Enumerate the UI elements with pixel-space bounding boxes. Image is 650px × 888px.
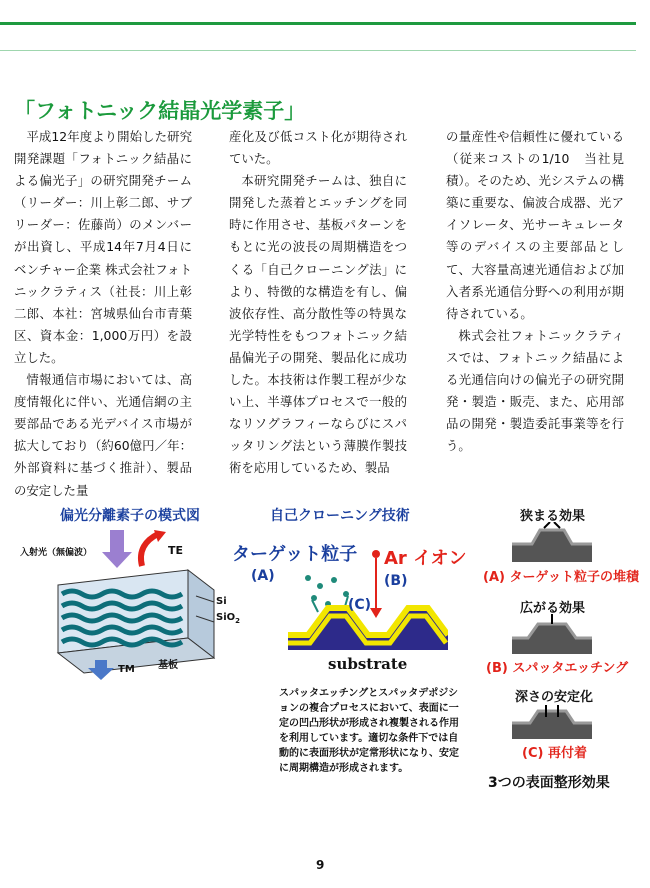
paragraph: 情報通信市場においては、高度情報化に伴い、光通信網の主要部品である光デバイス市場が拡大しており（約60億円／年：外部資料に基づく推計）、製品の安定した量 (14, 372, 192, 498)
header-rule (0, 22, 636, 25)
surface-effects-summary: 3つの表面整形効果 (488, 775, 610, 791)
sio2-label: SiO$_2$ (216, 612, 241, 625)
te-label: TE (168, 544, 184, 557)
figure2-title: 自己クローニング技術 (270, 508, 410, 524)
effect1-label: 狭まる効果 (520, 509, 586, 524)
si-label: Si (216, 596, 227, 607)
text-column-3 (446, 126, 624, 457)
effect3-caption: (C) 再付着 (522, 746, 587, 761)
page-number: 9 (316, 858, 325, 872)
depth-stabilization-icon (512, 703, 592, 739)
text-column-1 (14, 126, 192, 502)
header-thin-rule (0, 50, 636, 51)
figure1-title: 偏光分離素子の模式図 (60, 508, 200, 524)
section-title: 「フォトニック結晶光学素子」 (14, 99, 306, 123)
incident-light-label: 入射光（無偏波） (20, 548, 93, 558)
tm-label: TM (118, 664, 135, 675)
label-b: (B) (384, 573, 408, 589)
effect3-label: 深さの安定化 (515, 690, 594, 705)
paragraph: 株式会社フォトニックラティスでは、フォトニック結晶による光通信向けの偏光子の研究開発・製造・販売、また、応用部品の開発・製造委託事業等を行う。 (446, 327, 624, 454)
effect2-caption: (B) スパッタエッチング (486, 661, 629, 676)
effect2-label: 広がる効果 (520, 601, 586, 616)
paragraph: の量産性や信頼性に優れている（従来コストの1/10 当社見積）。そのため、光システムの構築に重要な、偏波合成器、光アイソレータ、光サーキュレータ等のデバイスの主要部品として、大容量高速光通信および加入者系光通信分野への利用が期待されている。 (446, 129, 624, 321)
paragraph: 産化及び低コスト化が期待されていた。 (229, 129, 407, 167)
label-a: (A) (251, 568, 275, 584)
text-column-2 (229, 126, 407, 480)
narrowing-effect-icon (512, 522, 592, 562)
substrate-label: substrate (328, 655, 408, 673)
substrate-label-jp: 基板 (158, 660, 178, 671)
effect1-caption: (A) ターゲット粒子の堆積 (483, 570, 639, 585)
figure2-caption: スパッタエッチングとスパッタデポジションの複合プロセスにおいて、表面に一定の凹凸形状が形成され複製される作用を利用しています。適切な条件下では自動的に表面形状が定常形状になり、安定に周期構造が形成されます。 (279, 688, 459, 774)
ar-ion-label: Ar イオン (384, 548, 467, 569)
paragraph: 平成12年度より開始した研究開発課題「フォトニック結晶による偏光子」の研究開発チーム（リーダー：川上彰二郎、サブリーダー：佐藤尚）のメンバーが出資し、平成14年7月4日にベンチャー企業 株式会社フォトニックラティス（社長：川上彰二郎、本社：宮城県仙台市青葉区、資本金：1,000万円）を設立した。 (14, 129, 192, 365)
label-c: (C) (348, 597, 372, 613)
target-particle-label: ターゲット粒子 (232, 544, 358, 565)
widening-effect-icon (512, 614, 592, 654)
paragraph: 本研究開発チームは、独自に開発した蒸着とエッチングを同時に作用させ、基板パターンをもとに光の波長の周期構造をつくる「自己クローニング法」により、特徴的な構造を有し、偏波依存性、高分散性等の特異な光学特性をもつフォトニック結晶偏光子の開発、製品化に成功した。本技術は作製工程が少ない上、半導体プロセスで一般的なリソグラフィーならびにスパッタリング法という薄膜作製技術を応用しているため、製品 (229, 173, 407, 476)
